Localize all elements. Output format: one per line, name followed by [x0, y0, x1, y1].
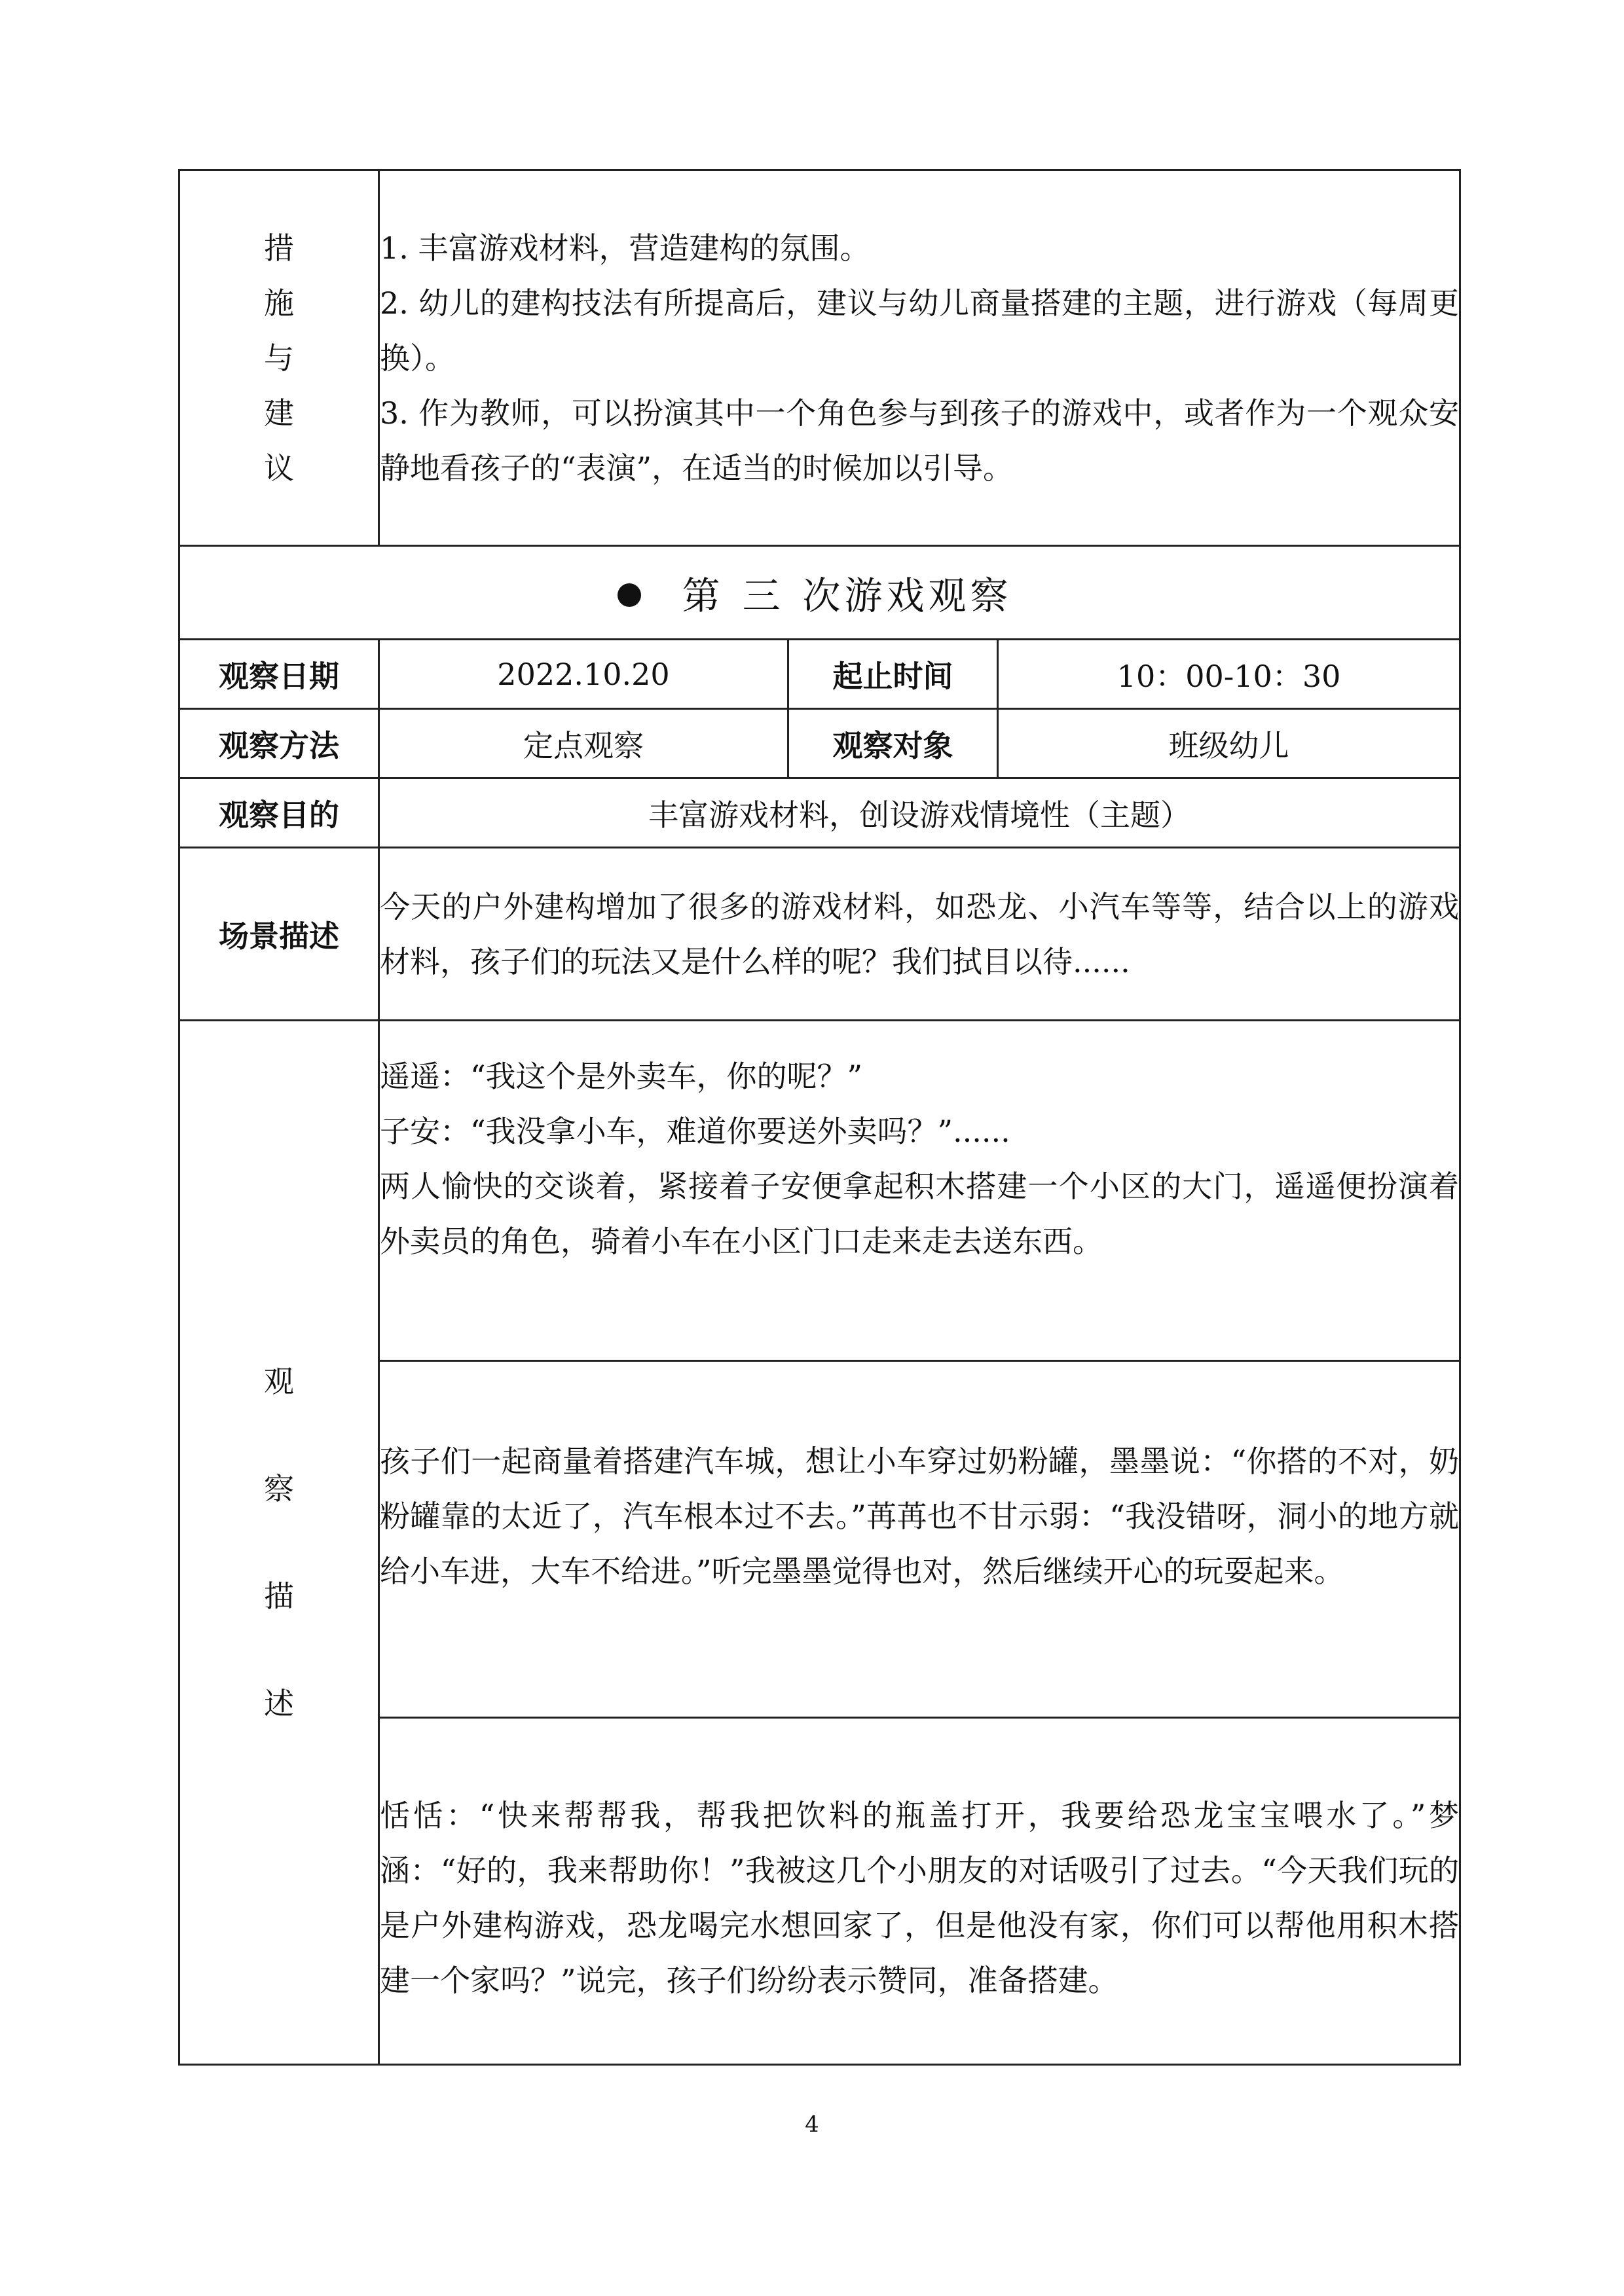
time-value: 10：00-10：30 — [998, 640, 1460, 709]
date-value: 2022.10.20 — [379, 640, 788, 709]
observation-line: 恬恬：“快来帮帮我，帮我把饮料的瓶盖打开，我要给恐龙宝宝喂水了。”梦涵：“好的，我来帮助你！”我被这几个小朋友的对话吸引了过去。“今天我们玩的是户外建构游戏，恐龙喝完水想回家了，但是他没有家，你们可以帮他用积木搭建一个家吗？”说完，孩子们纷纷表示赞同，准备搭建。 — [380, 1798, 1460, 1998]
scene-label: 场景描述 — [179, 848, 379, 1021]
measure-item: 3. 作为教师，可以扮演其中一个角色参与到孩子的游戏中，或者作为一个观众安静地看孩子的“表演”，在适当的时候加以引导。 — [380, 395, 1460, 486]
date-label: 观察日期 — [179, 640, 379, 709]
scene-row — [179, 848, 1460, 1021]
target-label: 观察对象 — [788, 709, 998, 778]
method-target-row — [179, 709, 1460, 778]
observation-block — [379, 1361, 1460, 1718]
page-number: 4 — [805, 2111, 819, 2138]
section-title: 第 三 次游戏观察 — [179, 546, 1460, 640]
measures-label: 措 施 与 建 议 — [179, 170, 379, 546]
measures-row — [179, 170, 1460, 546]
purpose-value: 丰富游戏材料，创设游戏情境性（主题） — [379, 778, 1460, 848]
target-value: 班级幼儿 — [998, 709, 1460, 778]
section-title-row — [179, 546, 1460, 640]
observation-line: 子安：“我没拿小车，难道你要送外卖吗？”...... — [380, 1114, 1010, 1149]
observation-row — [179, 1021, 1460, 1361]
observation-label: 观 察 描 述 — [179, 1021, 379, 2065]
method-label: 观察方法 — [179, 709, 379, 778]
method-value: 定点观察 — [379, 709, 788, 778]
observation-line: 孩子们一起商量着搭建汽车城，想让小车穿过奶粉罐，墨墨说：“你搭的不对，奶粉罐靠的太近了，汽车根本过不去。”苒苒也不甘示弱：“我没错呀，洞小的地方就给小车进，大车不给进。”听完墨墨觉得也对，然后继续开心的玩耍起来。 — [380, 1444, 1460, 1589]
observation-block — [379, 1021, 1460, 1361]
observation-block — [379, 1718, 1460, 2065]
purpose-row — [179, 778, 1460, 848]
measure-item: 2. 幼儿的建构技法有所提高后，建议与幼儿商量搭建的主题，进行游戏（每周更换）。 — [380, 285, 1460, 376]
date-time-row — [179, 640, 1460, 709]
scene-text: 今天的户外建构增加了很多的游戏材料，如恐龙、小汽车等等，结合以上的游戏材料，孩子们的玩法又是什么样的呢？我们拭目以待...... — [379, 848, 1460, 1021]
measures-content — [379, 170, 1460, 546]
purpose-label: 观察目的 — [179, 778, 379, 848]
measure-item: 1. 丰富游戏材料，营造建构的氛围。 — [380, 230, 870, 266]
observation-line: 遥遥：“我这个是外卖车，你的呢？” — [380, 1059, 863, 1094]
observation-record-table — [178, 169, 1461, 2066]
observation-line: 两人愉快的交谈着，紧接着子安便拿起积木搭建一个小区的大门，遥遥便扮演着外卖员的角色，骑着小车在小区门口走来走去送东西。 — [380, 1169, 1460, 1259]
time-label: 起止时间 — [788, 640, 998, 709]
bullet-icon — [618, 583, 641, 607]
